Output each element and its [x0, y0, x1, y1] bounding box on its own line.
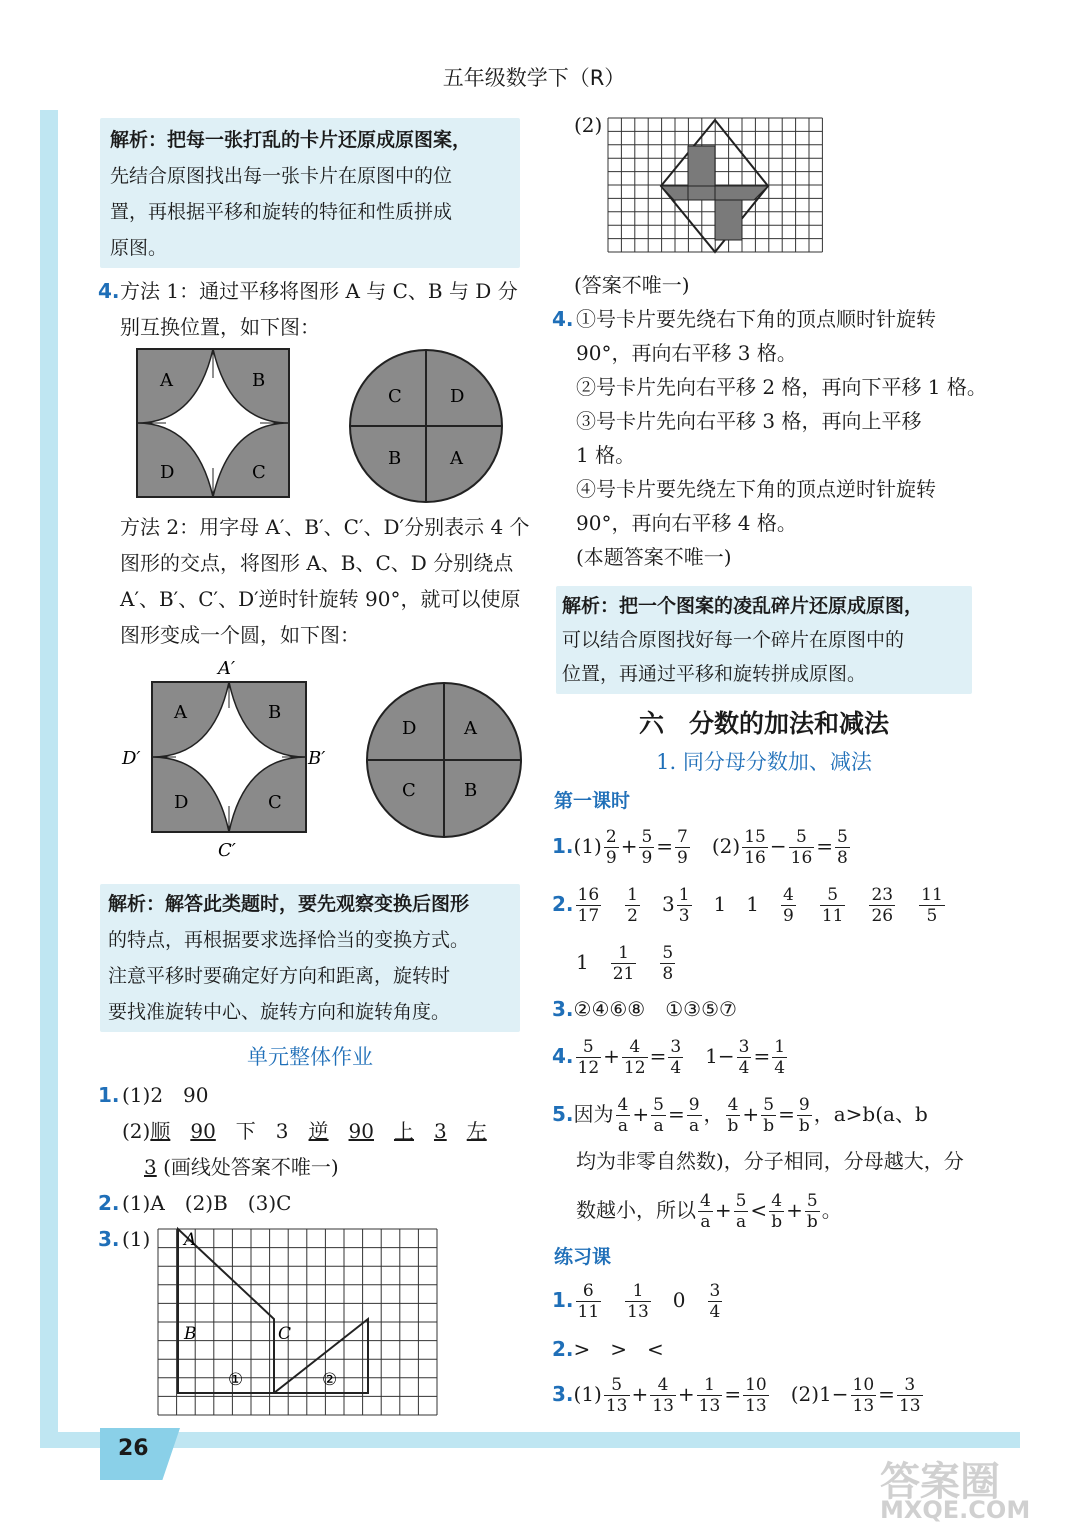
method2-line1: 方法 2：用字母 A′、B′、C′、D′分别表示 4 个 [120, 515, 530, 539]
circle1-label-br: A [450, 448, 463, 469]
hint3-line2: 可以结合原图找好每一个碎片在原图中的 [562, 629, 905, 651]
circle1-label-bl: B [388, 448, 402, 469]
u1-number: 1. [98, 1083, 120, 1107]
u3-sub-label: (1) [122, 1227, 151, 1251]
rotation-grid [606, 116, 824, 260]
circle2-label-tr: A [464, 718, 477, 739]
u1-blank-7: 左 [466, 1119, 487, 1143]
hint3-line1: 解析：把一个图案的凌乱碎片还原成原图， [562, 595, 924, 617]
fig1-label-a: A [160, 370, 173, 391]
a1-p1: (1) [573, 834, 602, 858]
note-not-unique: (答案不唯一) [574, 273, 690, 297]
unit-title: 单元整体作业 [247, 1045, 373, 1069]
translation-grid [154, 1225, 444, 1425]
hint2-line4: 要找准旋转中心、旋转方向和旋转角度。 [108, 1001, 451, 1023]
u1-blank-5: 上 [393, 1119, 414, 1143]
circle2-label-br: B [464, 780, 478, 801]
practice-1: 1. $\frac{6}{11}$ $\frac{1}{13}$ 0 $\frac{3}{4}$ [552, 1281, 721, 1322]
q4-line2: 别互换位置，如下图： [120, 315, 320, 339]
grid-label-a: A [184, 1230, 197, 1250]
a1-frac3: $\frac{7}{9}$ [677, 827, 688, 868]
grid-label-c: C [278, 1324, 292, 1344]
u2-number: 2. [98, 1191, 120, 1215]
grid-label-b: B [184, 1324, 197, 1344]
u1-part2-label: (2) [122, 1119, 151, 1143]
circle-figure-1 [348, 348, 504, 504]
section-title: 1. 同分母分数加、减法 [656, 750, 872, 774]
hint2-line2: 的特点，再根据要求选择恰当的变换方式。 [108, 929, 470, 951]
u1-blank-4: 90 [348, 1119, 374, 1143]
hint-box-1 [100, 118, 520, 268]
u1-blank-2: 90 [190, 1119, 216, 1143]
left-border-bar [40, 110, 58, 1440]
lesson2-heading: 练习课 [554, 1246, 612, 1268]
u1-line1: (1)2 90 [122, 1083, 209, 1107]
circle1-label-tl: C [388, 386, 402, 407]
hint1-line1: 解析：把每一张打乱的卡片还原成原图案， [110, 129, 472, 151]
method2-line4: 图形变成一个圆，如下图： [120, 623, 360, 647]
answer-5-line1: 5.因为 $\frac{4}{a}$ + $\frac{5}{a}$ = $\frac{9}{a}$ ， $\frac{4}{b}$ + $\frac{5}{b}$ = $\frac{9}{b}$ ，a>b(a、b [552, 1095, 928, 1136]
fig1-label-b: B [252, 370, 266, 391]
circle-figure-2 [364, 680, 524, 840]
r-q4-line5: 1 格。 [576, 443, 636, 467]
point-c-prime: C′ [218, 840, 236, 861]
a1-frac2: $\frac{5}{9}$ [641, 827, 653, 868]
answer-5-line2: 均为非零自然数)，分子相同，分母越大，分 [576, 1149, 964, 1173]
point-b-prime: B′ [308, 748, 326, 769]
answer-1: 1.(1) $\frac{2}{9}$ + $\frac{5}{9}$ = $\frac{7}{9}$ (2) $\frac{15}{16}$ − $\frac{5}{16}$ = $\frac{5}{8}$ [552, 827, 848, 868]
u1-blank-8: 3 [144, 1155, 157, 1179]
square-figure-2 [118, 650, 348, 865]
grid-label-2: ② [322, 1370, 338, 1390]
grid-label-1: ① [228, 1370, 244, 1390]
circle2-label-bl: C [402, 780, 416, 801]
point-a-prime: A′ [218, 658, 236, 679]
r-q4-line7: 90°，再向右平移 4 格。 [576, 511, 797, 535]
fig2-label-a: A [174, 702, 187, 723]
circle1-label-tr: D [450, 386, 465, 407]
answer-3: 3.②④⑥⑧ ①③⑤⑦ [552, 997, 737, 1021]
a2-number: 2. [552, 892, 574, 916]
watermark-logo: 答案圈 [880, 1459, 1000, 1505]
a1-frac4: $\frac{15}{16}$ [744, 827, 766, 868]
a1-frac5: $\frac{5}{16}$ [790, 827, 813, 868]
page-header: 五年级数学下（R） [442, 66, 626, 90]
a1-number: 1. [552, 834, 574, 858]
u1-note: (画线处答案不唯一) [163, 1155, 339, 1179]
r-q4-line8: (本题答案不唯一) [576, 545, 732, 569]
fig1-label-d: D [160, 462, 175, 483]
r-q4-line3: ②号卡片先向右平移 2 格，再向下平移 1 格。 [576, 375, 987, 399]
practice-3: 3.(1) $\frac{5}{13}$ + $\frac{4}{13}$ + $\frac{1}{13}$ = $\frac{10}{13}$ (2)1− $\frac{10}{13}$ = $\frac{3}{13}$ [552, 1375, 921, 1416]
q3-part2-label: (2) [574, 113, 603, 137]
hint1-line3: 置，再根据平移和旋转的特征和性质拼成 [110, 201, 453, 223]
u2-line: (1)A (2)B (3)C [122, 1191, 292, 1215]
q4-line1: 方法 1：通过平移将图形 A 与 C、B 与 D 分 [120, 279, 518, 303]
u1-blank-3: 逆 [308, 1119, 329, 1143]
r-q4-line2: 90°，再向右平移 3 格。 [576, 341, 797, 365]
hint1-line4: 原图。 [110, 237, 168, 259]
fig2-label-b: B [268, 702, 282, 723]
circle2-label-tl: D [402, 718, 417, 739]
u1-blank-6: 3 [433, 1119, 447, 1143]
answer-2-row1: 2. $\frac{16}{17}$ $\frac{1}{2}$ 3 $\frac{1}{3}$ 1 1 $\frac{4}{9}$ $\frac{5}{11}$ $\frac{23}{26}$ $\frac{11}{5}$ [552, 885, 943, 926]
point-d-prime: D′ [122, 748, 141, 769]
u3-number: 3. [98, 1227, 120, 1251]
hint-box-3 [556, 586, 972, 694]
u1-line2 [122, 1114, 487, 1148]
question-number: 4. [98, 279, 120, 303]
method2-line3: A′、B′、C′、D′逆时针旋转 90°，就可以使原 [120, 587, 521, 611]
fig2-label-c: C [268, 792, 282, 813]
page-number: 26 [118, 1436, 149, 1461]
practice-2: 2.> > < [552, 1337, 664, 1361]
hint-box-2 [100, 884, 520, 1032]
a1-frac6: $\frac{5}{8}$ [837, 827, 848, 868]
hint2-line3: 注意平移时要确定好方向和距离，旋转时 [108, 965, 451, 987]
fig1-label-c: C [252, 462, 266, 483]
u1-num-3: 3 [275, 1119, 289, 1143]
hint2-line1: 解析：解答此类题时，要先观察变换后图形 [108, 893, 470, 915]
chapter-title: 六 分数的加法和减法 [638, 709, 889, 738]
square-figure-1 [136, 348, 292, 500]
r-q4-line6: ④号卡片要先绕左下角的顶点逆时针旋转 [576, 477, 936, 501]
watermark-url: MXQE.COM [880, 1496, 1031, 1524]
hint3-line3: 位置，再通过平移和旋转拼成原图。 [562, 663, 867, 685]
method2-line2: 图形的交点，将图形 A、B、C、D 分别绕点 [120, 551, 514, 575]
bottom-border-bar [40, 1432, 1020, 1448]
u1-line3 [144, 1150, 339, 1184]
u1-blank-1: 顺 [150, 1119, 171, 1143]
u1-word-down: 下 [235, 1119, 256, 1143]
answer-5-line3: 数越小，所以 $\frac{4}{a}$ + $\frac{5}{a}$ < $\frac{4}{b}$ + $\frac{5}{b}$ 。 [576, 1191, 842, 1232]
fig2-label-d: D [174, 792, 189, 813]
r-q4-line1: ①号卡片要先绕右下角的顶点顺时针旋转 [576, 307, 936, 331]
answer-2-row2: 1 $\frac{1}{21}$ $\frac{5}{8}$ [576, 943, 674, 984]
lesson1-heading: 第一课时 [554, 790, 631, 812]
a1-frac1: $\frac{2}{9}$ [605, 827, 617, 868]
answer-4: 4. $\frac{5}{12}$ + $\frac{4}{12}$ = $\frac{3}{4}$ 1− $\frac{3}{4}$ = $\frac{1}{4}$ [552, 1037, 786, 1078]
r-q4-line4: ③号卡片先向右平移 3 格，再向上平移 [576, 409, 922, 433]
hint1-line2: 先结合原图找出每一张卡片在原图中的位 [110, 165, 453, 187]
r-q4-number: 4. [552, 307, 574, 331]
